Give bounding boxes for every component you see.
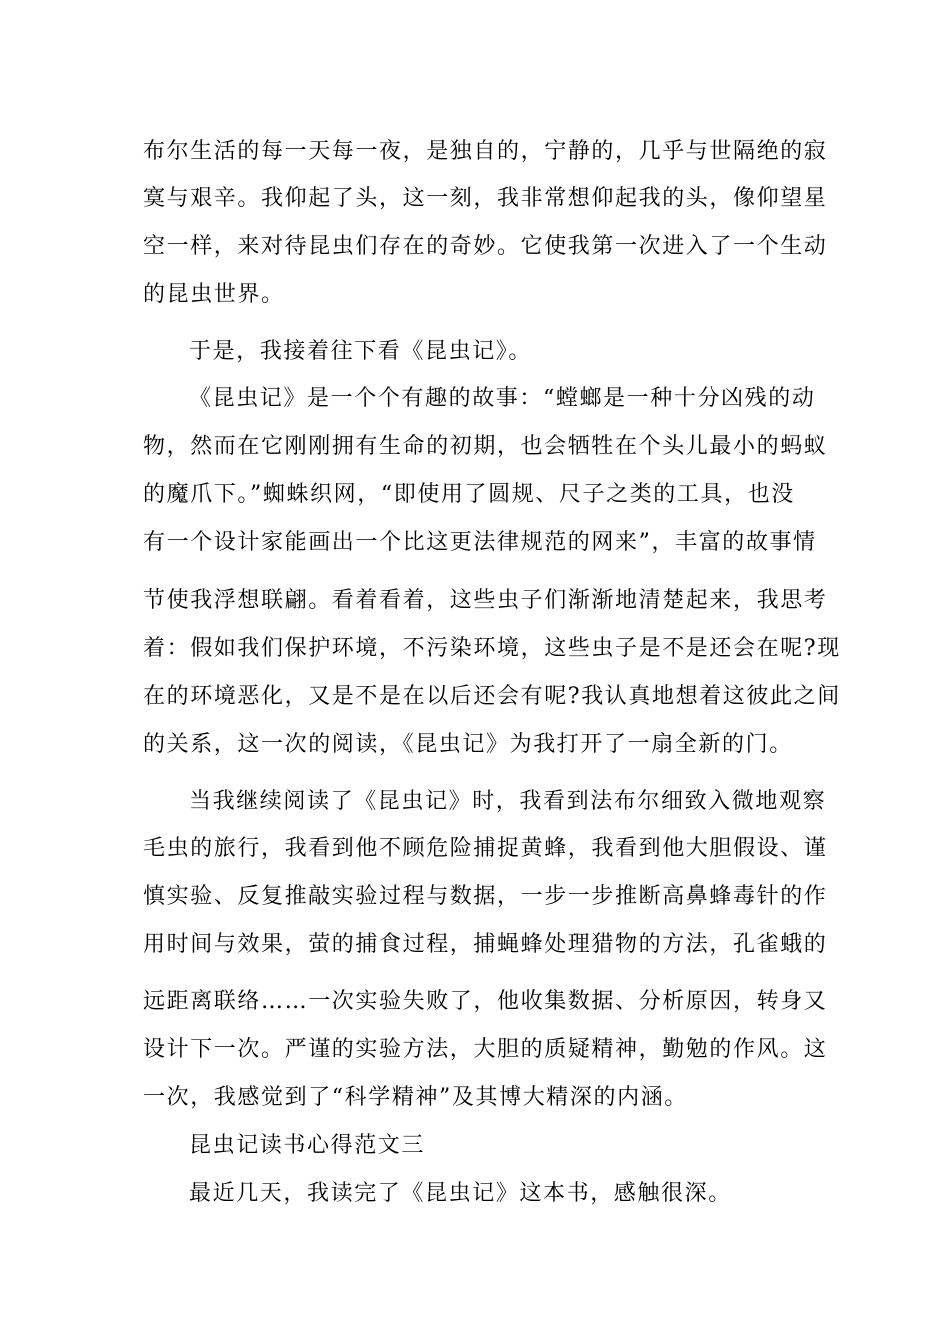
text-line: 的昆虫世界。: [143, 282, 285, 307]
text-line: 布尔生活的每一天每一夜，是独自的，宁静的，几乎与世隔绝的寂: [143, 139, 828, 164]
text-line: 着：假如我们保护环境，不污染环境，这些虫子是不是还会在呢?现: [143, 636, 841, 661]
text-line: 寞与艰辛。我仰起了头，这一刻，我非常想仰起我的头，像仰望星: [143, 186, 828, 211]
text-line: 的魔爪下。”蜘蛛织网，“即使用了圆规、尺子之类的工具，也没: [143, 482, 795, 507]
text-line: 慎实验、反复推敲实验过程与数据，一步一步推断高鼻蜂毒针的作: [143, 884, 828, 909]
text-line: 远距离联络……一次实验失败了，他收集数据、分析原因，转身又: [143, 989, 828, 1014]
text-line: 物，然而在它刚刚拥有生命的初期，也会牺牲在个头儿最小的蚂蚁: [143, 434, 828, 459]
text-line: 设计下一次。严谨的实验方法，大胆的质疑精神，勤勉的作风。这: [143, 1037, 828, 1062]
text-line: 有一个设计家能画出一个比这更法律规范的网来”，丰富的故事情: [143, 530, 817, 555]
text-line: 在的环境恶化，又是不是在以后还会有呢?我认真地想着这彼此之间: [143, 684, 841, 709]
text-line: 节使我浮想联翩。看着看着，这些虫子们渐渐地清楚起来，我思考: [143, 588, 828, 613]
section-heading: 昆虫记读书心得范文三: [189, 1133, 426, 1158]
text-line: 空一样，来对待昆虫们存在的奇妙。它使我第一次进入了一个生动: [143, 234, 828, 259]
text-line: 的关系，这一次的阅读，《昆虫记》为我打开了一扇全新的门。: [143, 732, 793, 757]
text-line: 最近几天，我读完了《昆虫记》这本书，感触很深。: [189, 1181, 732, 1206]
text-line: 于是，我接着往下看《昆虫记》。: [189, 339, 533, 364]
text-line: 用时间与效果，萤的捕食过程，捕蝇蜂处理猎物的方法，孔雀蛾的: [143, 932, 828, 957]
text-line: 当我继续阅读了《昆虫记》时，我看到法布尔细致入微地观察: [189, 789, 827, 814]
text-line: 一次，我感觉到了“科学精神”及其博大精深的内涵。: [143, 1085, 688, 1110]
text-line: 《昆虫记》是一个个有趣的故事：“螳螂是一种十分凶残的动: [189, 386, 816, 411]
text-line: 毛虫的旅行，我看到他不顾危险捕捉黄蜂，我看到他大胆假设、谨: [143, 836, 828, 861]
